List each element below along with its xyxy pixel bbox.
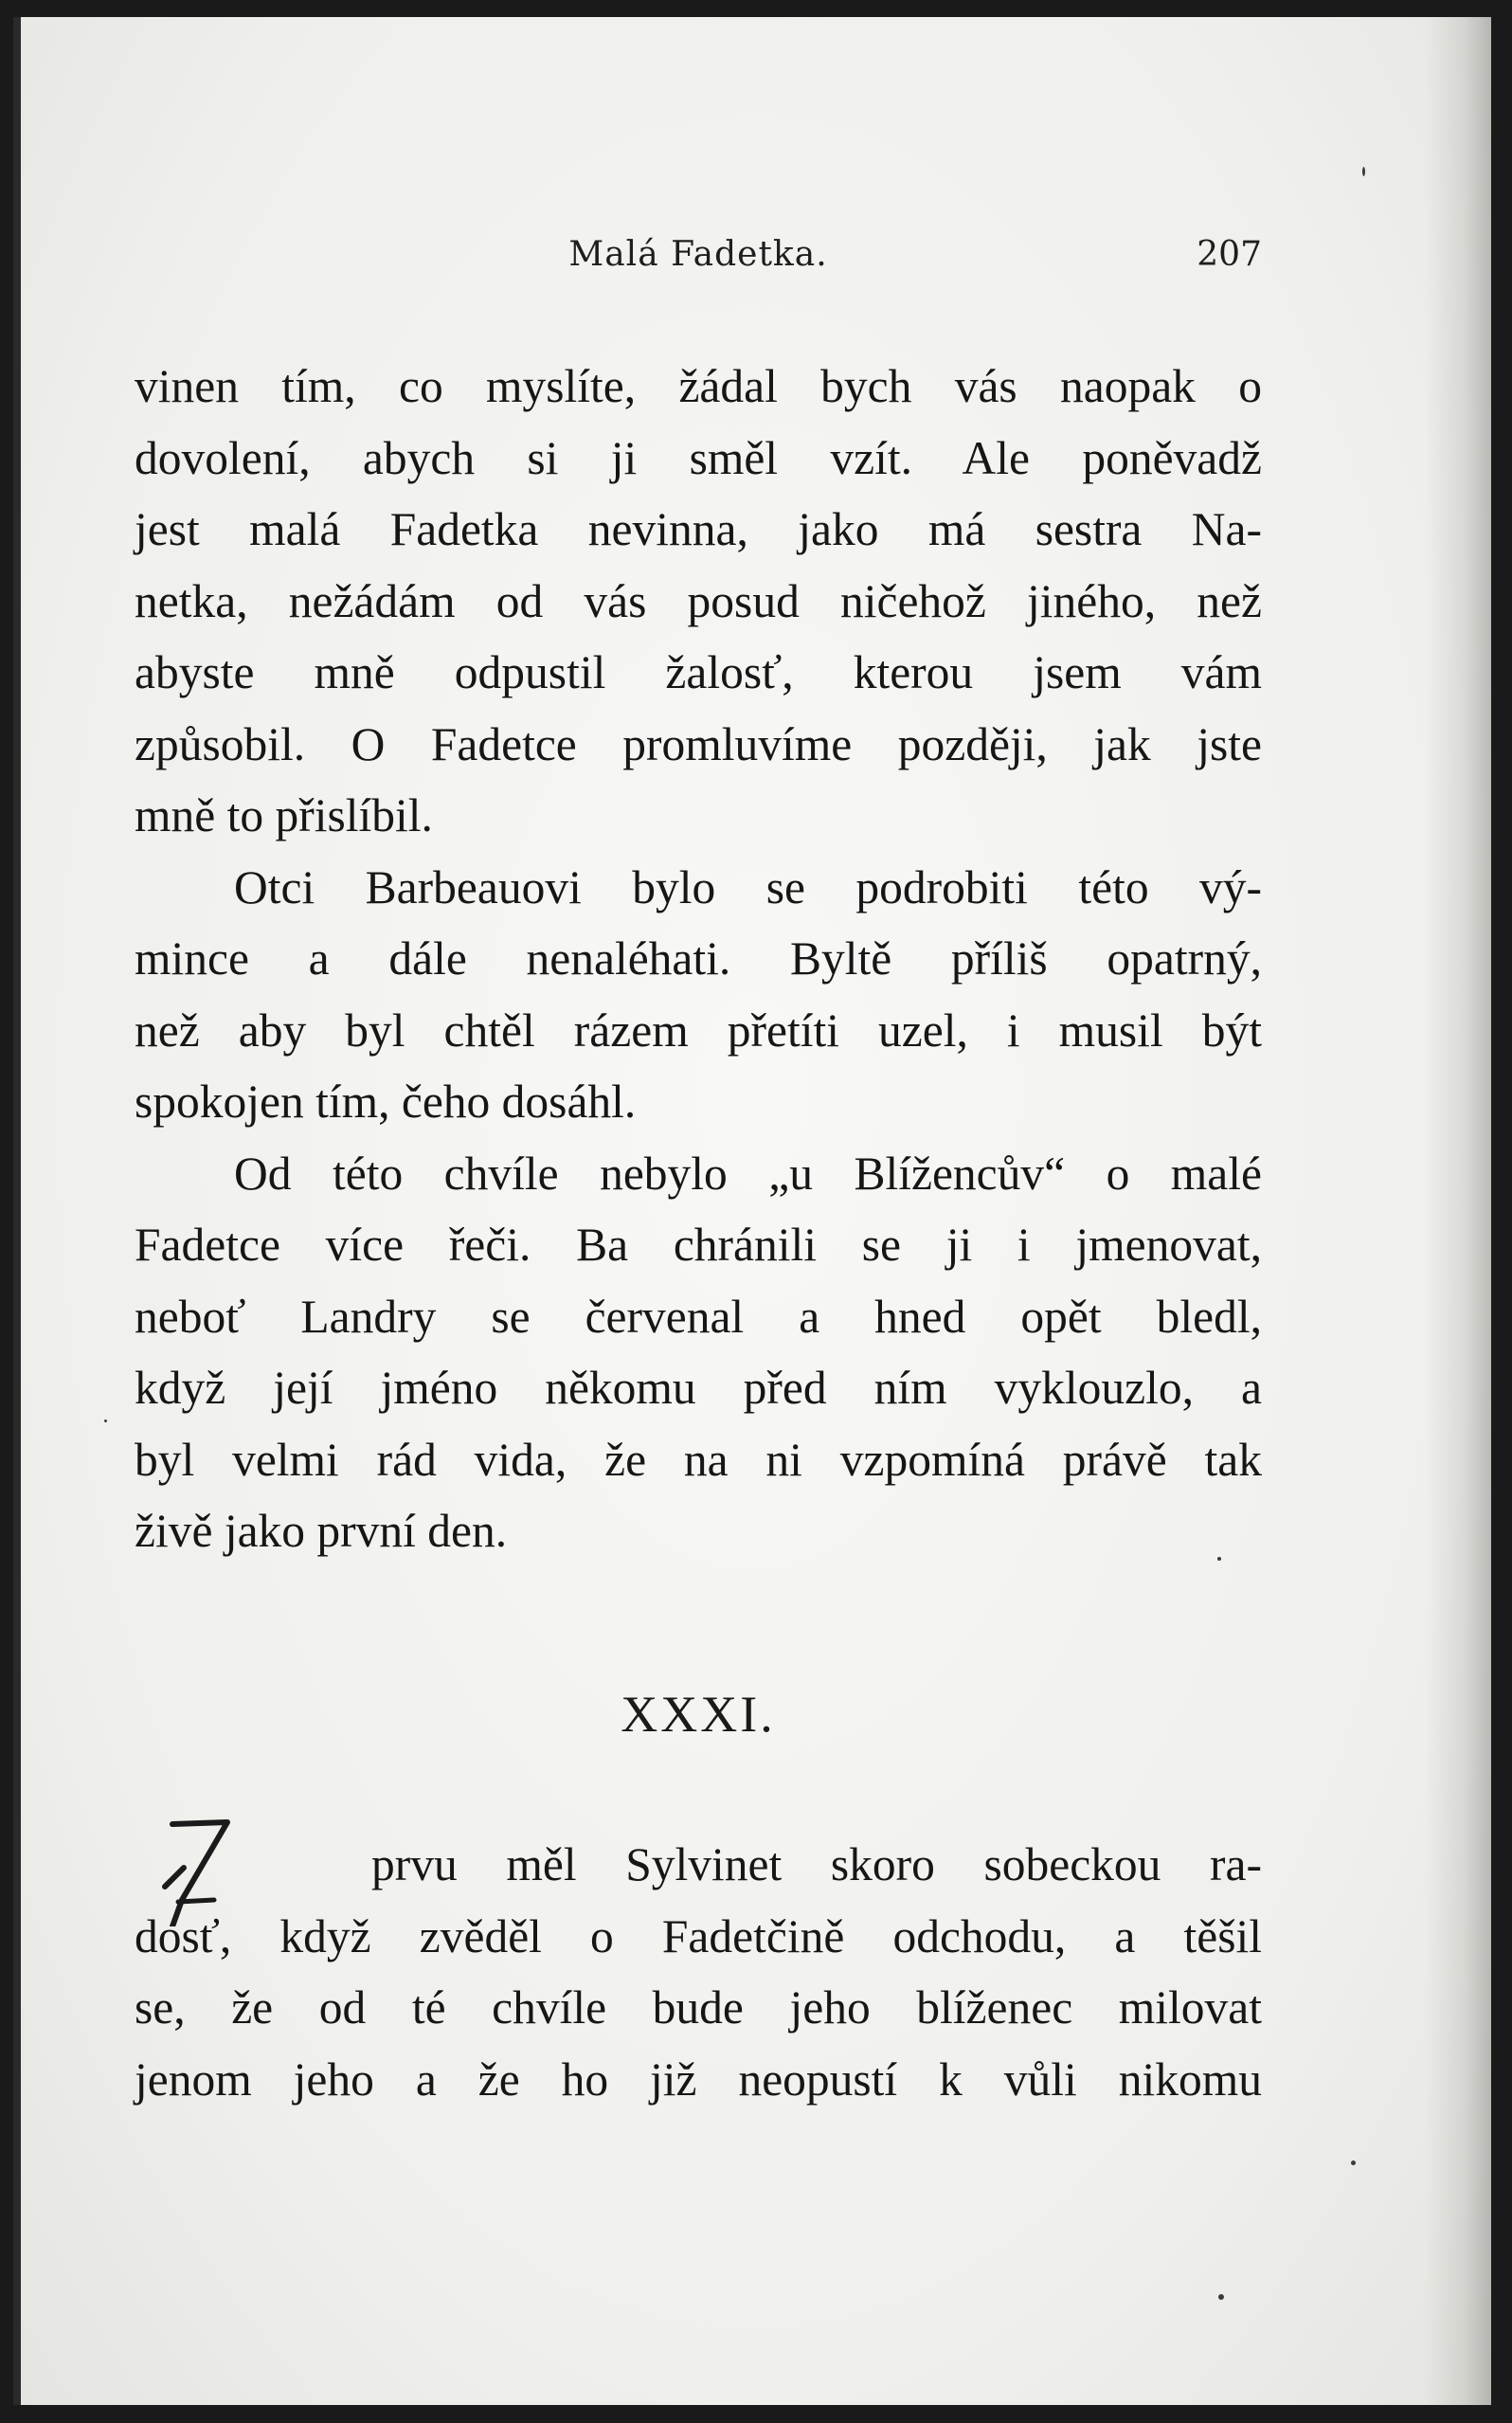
text-line: netka, nežádám od vás posud ničehož jiného, než xyxy=(135,574,1262,627)
paper-speck xyxy=(104,1419,107,1422)
paper-speck xyxy=(1351,2161,1356,2165)
text-line: Od této chvíle nebylo „u Blížencův“ o malé xyxy=(234,1147,1262,1200)
text-line: dovolení, abych si ji směl vzít. Ale poněvadž xyxy=(135,431,1262,484)
page-right-shadow xyxy=(1425,17,1491,2405)
text-line: jest malá Fadetka nevinna, jako má sestra Na- xyxy=(135,503,1262,555)
running-head xyxy=(135,235,1262,292)
text-line: prvu měl Sylvinet skoro sobeckou ra- xyxy=(371,1838,1262,1890)
text-line: vinen tím, co myslíte, žádal bych vás naopak o xyxy=(135,360,1262,412)
chapter-text xyxy=(135,1829,1262,2115)
text-line: mince a dále nenaléhati. Byltě příliš opatrný, xyxy=(135,932,1262,985)
page-number: 207 xyxy=(1197,235,1262,274)
text-line: mně to přislíbil. xyxy=(135,789,433,841)
text-line: se, že od té chvíle bude jeho blíženec milovat xyxy=(135,1981,1262,2034)
text-line: neboť Landry se červenal a hned opět bledl, xyxy=(135,1290,1262,1343)
paper-speck xyxy=(1217,1557,1221,1561)
text-line: jenom jeho a že ho již neopustí k vůli nikomu xyxy=(135,2052,1262,2106)
text-line: dosť, když zvěděl o Fadetčině odchodu, a těšil xyxy=(135,1909,1262,1962)
chapter-heading: XXXI. xyxy=(621,1686,776,1743)
running-title: Malá Fadetka. xyxy=(568,235,828,274)
text-line: byl velmi rád vida, že na ni vzpomíná právě tak xyxy=(135,1433,1262,1486)
text-line: než aby byl chtěl rázem přetíti uzel, i musil být xyxy=(135,1004,1262,1057)
text-line: Otci Barbeauovi bylo se podrobiti této vý- xyxy=(234,860,1262,913)
text-line: když její jméno někomu před ním vyklouzlo, a xyxy=(135,1362,1262,1414)
text-line: Fadetce více řeči. Ba chránili se ji i jmenovat, xyxy=(135,1219,1262,1271)
text-line: abyste mně odpustil žalosť, kterou jsem vám xyxy=(135,646,1262,698)
text-line: živě jako první den. xyxy=(135,1505,508,1557)
text-line: spokojen tím, čeho dosáhl. xyxy=(135,1076,637,1128)
body-text xyxy=(135,351,1262,1567)
text-line: způsobil. O Fadetce promluvíme později, jak jste xyxy=(135,717,1262,770)
book-page xyxy=(13,17,1491,2405)
paper-speck xyxy=(1362,167,1365,176)
page-left-edge xyxy=(13,17,21,2405)
paper-speck xyxy=(1218,2294,1224,2300)
